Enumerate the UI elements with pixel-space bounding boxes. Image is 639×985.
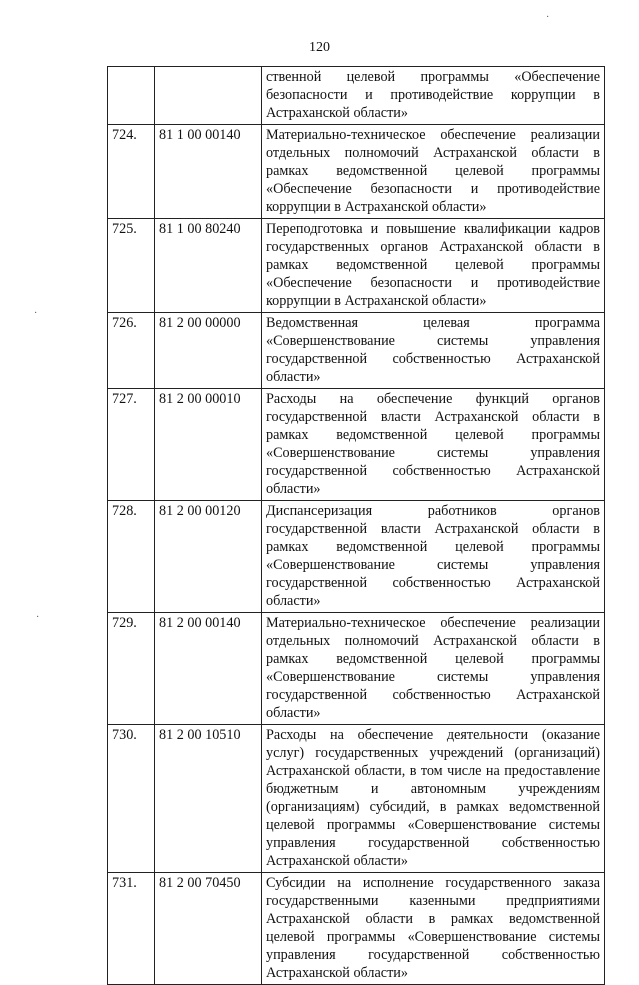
table-row <box>108 873 605 985</box>
table-row <box>108 313 605 389</box>
row-number-cell: 730. <box>108 725 155 873</box>
row-number-cell: 726. <box>108 313 155 389</box>
table-row <box>108 725 605 873</box>
table-row <box>108 613 605 725</box>
target-code-cell: 81 2 00 00140 <box>155 613 262 725</box>
target-code-cell: 81 2 00 00010 <box>155 389 262 501</box>
scan-speck: · <box>36 612 40 623</box>
description-cell: Субсидии на исполнение государственного заказа государственными казенными предприятиями Астраханской области в рамках ведомственной целевой программы «Совершенствование системы управления государственной собственностью Астраханской области» <box>262 873 605 985</box>
table-row <box>108 219 605 313</box>
row-number-cell: 731. <box>108 873 155 985</box>
row-number-cell: 727. <box>108 389 155 501</box>
table-row <box>108 389 605 501</box>
target-code-cell: 81 2 00 70450 <box>155 873 262 985</box>
table-row <box>108 501 605 613</box>
row-number-cell: 729. <box>108 613 155 725</box>
description-cell: Диспансеризация работников органов государственной власти Астраханской области в рамках ведомственной целевой программы «Совершенствование системы управления государственной собственностью Астраханской области» <box>262 501 605 613</box>
page-number: 120 <box>309 40 330 55</box>
row-number-cell: 724. <box>108 125 155 219</box>
target-code-cell: 81 2 00 00120 <box>155 501 262 613</box>
description-cell: Расходы на обеспечение функций органов государственной власти Астраханской области в рамках ведомственной целевой программы «Совершенствование системы управления государственной собственностью Астраханской области» <box>262 389 605 501</box>
budget-classification-table <box>107 66 605 985</box>
table-row <box>108 125 605 219</box>
table-row <box>108 67 605 125</box>
target-code-cell: 81 1 00 80240 <box>155 219 262 313</box>
description-cell: Материально-техническое обеспечение реализации отдельных полномочий Астраханской области в рамках ведомственной целевой программы «Обеспечение безопасности и противодействие коррупции в Астраханской области» <box>262 125 605 219</box>
row-number-cell: 725. <box>108 219 155 313</box>
row-number-cell: 728. <box>108 501 155 613</box>
scan-speck: · <box>546 12 550 23</box>
target-code-cell <box>155 67 262 125</box>
target-code-cell: 81 1 00 00140 <box>155 125 262 219</box>
row-number-cell <box>108 67 155 125</box>
description-cell: ственной целевой программы «Обеспечение безопасности и противодействие коррупции в Астраханской области» <box>262 67 605 125</box>
target-code-cell: 81 2 00 10510 <box>155 725 262 873</box>
scan-speck: · <box>34 308 38 319</box>
description-cell: Материально-техническое обеспечение реализации отдельных полномочий Астраханской области в рамках ведомственной целевой программы «Совершенствование системы управления государственной собственностью Астраханской области» <box>262 613 605 725</box>
description-cell: Расходы на обеспечение деятельности (оказание услуг) государственных учреждений (организаций) Астраханской области, в том числе на предоставление бюджетным и автономным учреждениям (организациям) субсидий, в рамках ведомственной целевой программы «Совершенствование системы управления государственной собственностью Астраханской области» <box>262 725 605 873</box>
description-cell: Переподготовка и повышение квалификации кадров государственных органов Астраханской области в рамках ведомственной целевой программы «Обеспечение безопасности и противодействие коррупции в Астраханской области» <box>262 219 605 313</box>
target-code-cell: 81 2 00 00000 <box>155 313 262 389</box>
description-cell: Ведомственная целевая программа «Совершенствование системы управления государственной собственностью Астраханской области» <box>262 313 605 389</box>
